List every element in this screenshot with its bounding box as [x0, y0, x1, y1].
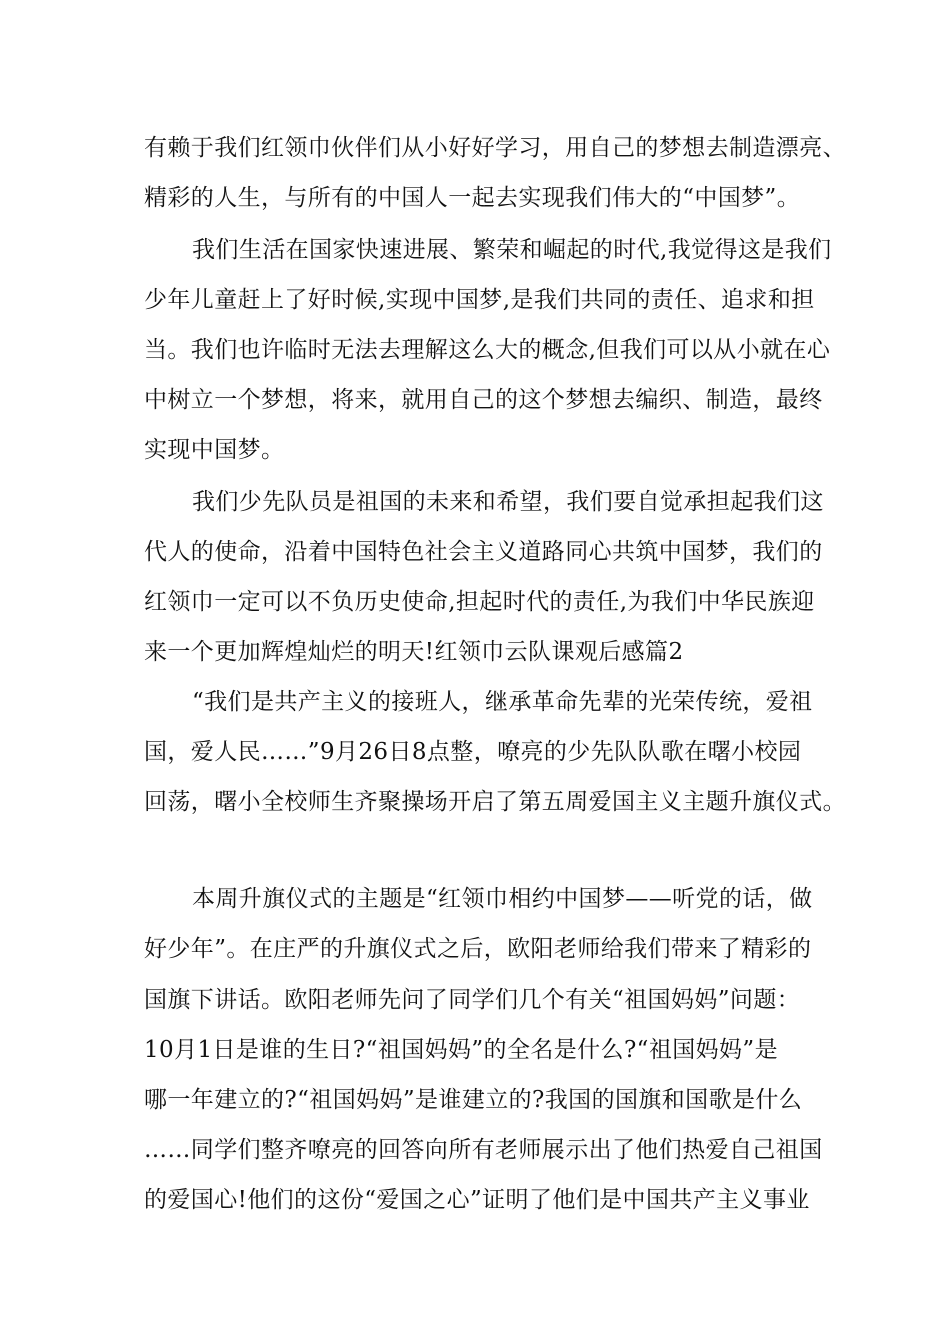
paragraph-line: 我们生活在国家快速进展、繁荣和崛起的时代,我觉得这是我们	[192, 237, 832, 263]
paragraph-line: 少年儿童赶上了好时候,实现中国梦,是我们共同的责任、追求和担	[144, 287, 815, 313]
paragraph-line: 有赖于我们红领巾伙伴们从小好好学习，用自己的梦想去制造漂亮、	[144, 135, 846, 161]
paragraph-line: 哪一年建立的?“祖国妈妈”是谁建立的?我国的国旗和国歌是什么	[144, 1087, 803, 1113]
paragraph-line: 本周升旗仪式的主题是“红领巾相约中国梦——听党的话，做	[192, 886, 813, 912]
paragraph-line: 精彩的人生，与所有的中国人一起去实现我们伟大的“中国梦”。	[144, 185, 801, 211]
paragraph-line: “我们是共产主义的接班人，继承革命先辈的光荣传统，爱祖	[192, 689, 813, 715]
paragraph-line: ……同学们整齐嘹亮的回答向所有老师展示出了他们热爱自己祖国	[144, 1137, 823, 1163]
paragraph-line: 国旗下讲话。欧阳老师先问了同学们几个有关“祖国妈妈”问题：	[144, 987, 801, 1013]
paragraph-line: 红领巾一定可以不负历史使命,担起时代的责任,为我们中华民族迎	[144, 589, 815, 615]
paragraph-line: 国，爱人民……”9月26日8点整，嘹亮的少先队队歌在曙小校园	[144, 739, 802, 765]
paragraph-line: 代人的使命，沿着中国特色社会主义道路同心共筑中国梦，我们的	[144, 539, 823, 565]
paragraph-line: 的爱国心!他们的这份“爱国之心”证明了他们是中国共产主义事业	[144, 1187, 810, 1213]
paragraph-line: 来一个更加辉煌灿烂的明天!红领巾云队课观后感篇2	[144, 639, 684, 665]
paragraph-line: 实现中国梦。	[144, 437, 285, 463]
paragraph-line: 我们少先队员是祖国的未来和希望，我们要自觉承担起我们这	[192, 489, 824, 515]
paragraph-line: 好少年”。在庄严的升旗仪式之后，欧阳老师给我们带来了精彩的	[144, 936, 812, 962]
paragraph-line: 回荡，曙小全校师生齐聚操场开启了第五周爱国主义主题升旗仪式。	[144, 789, 846, 815]
paragraph-line: 10月1日是谁的生日?“祖国妈妈”的全名是什么?“祖国妈妈”是	[144, 1037, 778, 1063]
paragraph-line: 中树立一个梦想，将来，就用自己的这个梦想去编织、制造，最终	[144, 387, 823, 413]
paragraph-line: 当。我们也许临时无法去理解这么大的概念,但我们可以从小就在心	[144, 337, 831, 363]
